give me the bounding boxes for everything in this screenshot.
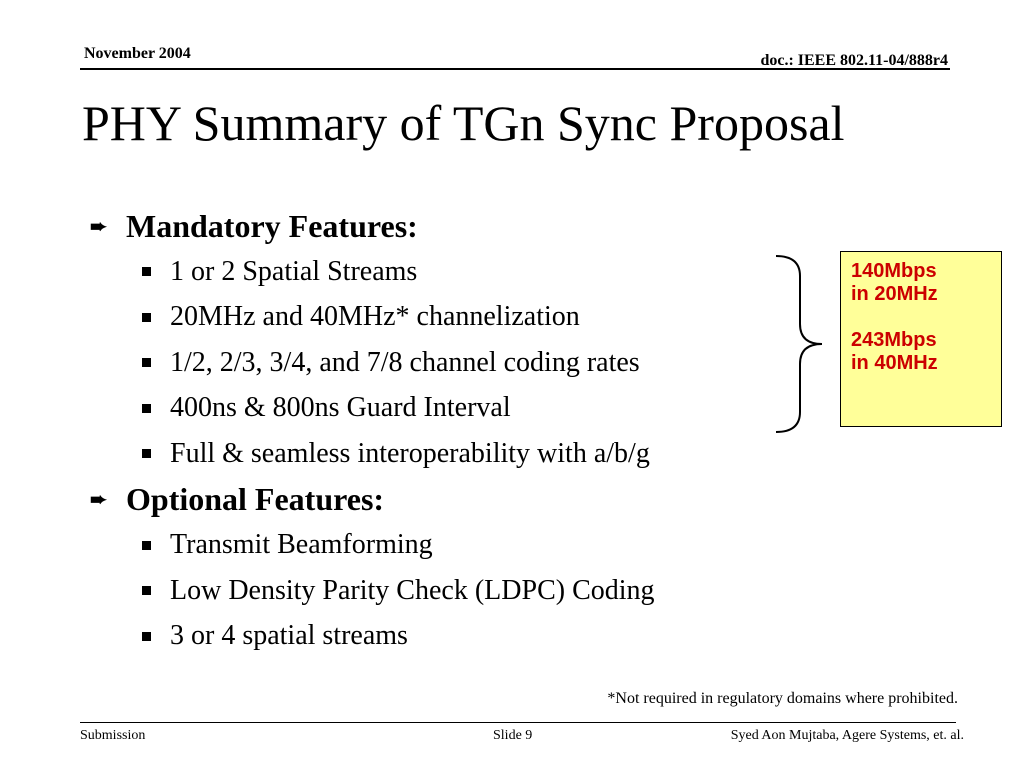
callout-line: in 20MHz [851, 283, 938, 305]
callout-line: 140Mbps [851, 260, 937, 282]
square-bullet-icon [142, 541, 151, 550]
right-arrow-icon: ➨ [90, 489, 107, 511]
callout-spacer [851, 306, 991, 329]
list-item [86, 614, 806, 660]
footnote: *Not required in regulatory domains where prohibited. [607, 690, 958, 707]
square-bullet-icon [142, 267, 151, 276]
callout-line: 243Mbps [851, 329, 937, 351]
list-item-text: 1/2, 2/3, 3/4, and 7/8 channel coding rates [170, 346, 640, 378]
slide-title: PHY Summary of TGn Sync Proposal [82, 95, 845, 151]
list-item [86, 568, 806, 614]
curly-brace-icon [770, 254, 830, 434]
square-bullet-icon [142, 449, 151, 458]
square-bullet-icon [142, 632, 151, 641]
square-bullet-icon [142, 358, 151, 367]
square-bullet-icon [142, 404, 151, 413]
callout-line: in 40MHz [851, 352, 938, 374]
section-heading-text: Optional Features: [126, 481, 385, 517]
square-bullet-icon [142, 313, 151, 322]
list-item [86, 431, 806, 477]
slide-body [86, 203, 806, 659]
footer-slide-number: Slide 9 [493, 728, 533, 743]
footer-divider [80, 722, 956, 723]
right-arrow-icon: ➨ [90, 215, 107, 238]
list-item-text: Transmit Beamforming [170, 529, 433, 561]
list-item [86, 386, 806, 432]
list-item [86, 249, 806, 295]
list-item-text: 1 or 2 Spatial Streams [170, 255, 418, 287]
throughput-callout [840, 251, 1002, 427]
footer-author: Syed Aon Mujtaba, Agere Systems, et. al. [730, 728, 964, 743]
list-item-text: Full & seamless interoperability with a/b/g [170, 437, 650, 469]
section-heading-text: Mandatory Features: [126, 207, 418, 244]
header-doc-id: doc.: IEEE 802.11-04/888r4 [760, 52, 948, 69]
square-bullet-icon [142, 586, 151, 595]
header-date: November 2004 [84, 45, 191, 62]
list-item-text: 3 or 4 spatial streams [170, 620, 408, 652]
header-divider [80, 68, 950, 70]
section-heading-optional [86, 477, 806, 523]
footer-submission: Submission [80, 728, 146, 743]
list-item-text: 400ns & 800ns Guard Interval [170, 392, 511, 424]
list-item [86, 523, 806, 569]
list-item [86, 295, 806, 341]
list-item [86, 340, 806, 386]
section-heading-mandatory [86, 203, 806, 249]
list-item-text: 20MHz and 40MHz* channelization [170, 301, 580, 333]
list-item-text: Low Density Parity Check (LDPC) Coding [170, 574, 655, 606]
